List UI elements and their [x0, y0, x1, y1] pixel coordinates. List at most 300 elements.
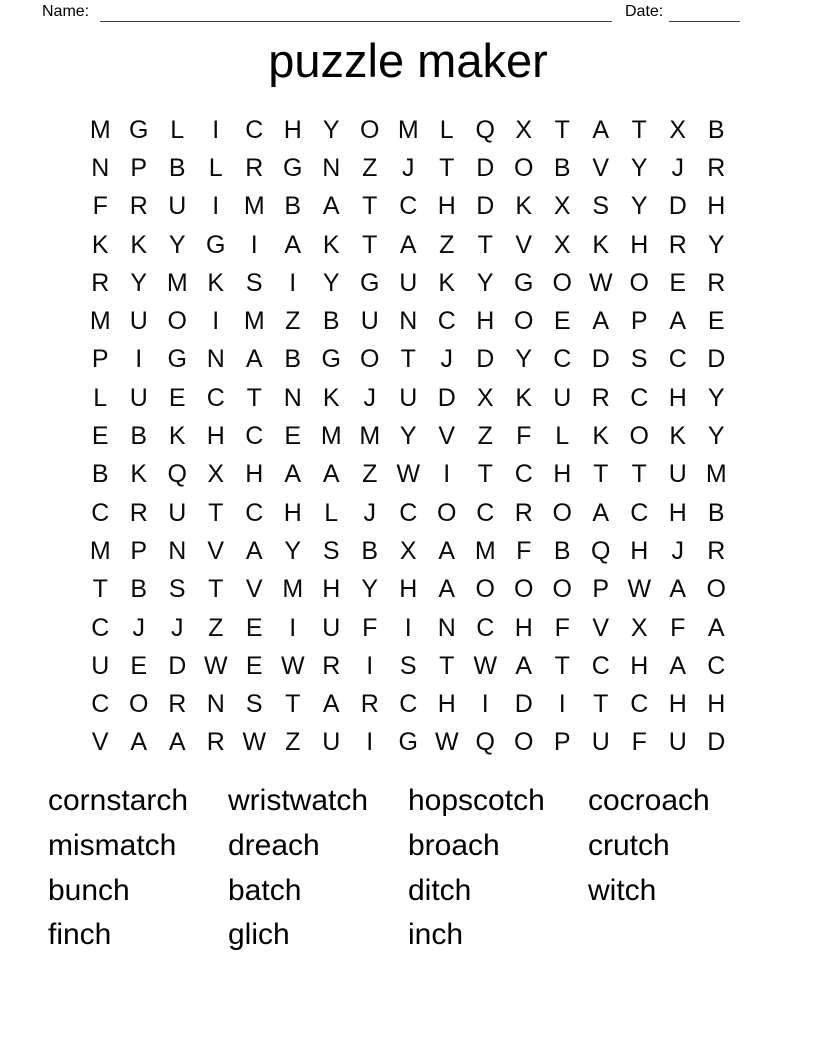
grid-cell-r7c4: N [206, 345, 225, 374]
grid-cell-r1c14: A [592, 115, 610, 144]
grid-cell-r17c11: Q [475, 728, 495, 757]
grid-cell-r8c10: D [437, 383, 456, 412]
grid-cell-r8c12: K [515, 383, 533, 412]
grid-cell-r13c15: W [627, 575, 652, 604]
grid-cell-r4c9: A [399, 230, 417, 259]
grid-cell-r13c6: M [282, 575, 304, 604]
grid-cell-r13c7: H [322, 575, 341, 604]
grid-cell-r15c8: I [366, 651, 374, 680]
grid-cell-r5c12: G [514, 268, 534, 297]
grid-cell-r5c13: O [552, 268, 572, 297]
grid-cell-r11c12: R [514, 498, 533, 527]
grid-cell-r14c11: C [476, 613, 495, 642]
grid-cell-r12c16: J [671, 536, 684, 565]
grid-cell-r17c7: U [322, 728, 341, 757]
grid-cell-r6c11: H [476, 307, 495, 336]
grid-cell-r13c16: A [669, 575, 687, 604]
grid-cell-r8c5: T [246, 383, 262, 412]
grid-cell-r6c4: I [212, 307, 220, 336]
grid-cell-r2c16: J [671, 153, 684, 182]
grid-cell-r9c16: K [669, 422, 687, 451]
grid-cell-r4c5: I [250, 230, 258, 259]
grid-cell-r7c9: T [400, 345, 416, 374]
grid-cell-r9c17: Y [707, 422, 725, 451]
grid-cell-r14c5: E [245, 613, 263, 642]
grid-cell-r15c10: T [439, 651, 455, 680]
grid-cell-r1c13: T [554, 115, 570, 144]
grid-cell-r6c2: U [129, 307, 148, 336]
grid-cell-r6c9: N [399, 307, 418, 336]
grid-cell-r8c3: E [168, 383, 186, 412]
grid-cell-r14c8: F [362, 613, 378, 642]
grid-cell-r7c16: C [668, 345, 687, 374]
grid-cell-r11c14: A [592, 498, 610, 527]
grid-cell-r3c5: M [243, 192, 265, 221]
grid-cell-r15c1: U [91, 651, 110, 680]
grid-cell-r11c13: O [552, 498, 572, 527]
grid-cell-r1c9: M [397, 115, 419, 144]
grid-cell-r16c8: R [360, 690, 379, 719]
grid-cell-r1c6: H [283, 115, 302, 144]
grid-cell-r14c14: V [592, 613, 610, 642]
grid-cell-r14c13: F [554, 613, 570, 642]
grid-cell-r9c2: B [130, 422, 148, 451]
grid-cell-r17c12: O [514, 728, 534, 757]
grid-cell-r7c1: P [91, 345, 109, 374]
grid-cell-r4c6: A [284, 230, 302, 259]
grid-cell-r2c12: O [514, 153, 534, 182]
grid-cell-r14c1: C [91, 613, 110, 642]
grid-cell-r15c13: T [554, 651, 570, 680]
grid-cell-r16c3: R [168, 690, 187, 719]
grid-cell-r3c15: Y [630, 192, 648, 221]
grid-cell-r3c2: R [129, 192, 148, 221]
grid-cell-r10c11: T [477, 460, 493, 489]
word-item: finch [48, 918, 112, 952]
grid-cell-r10c13: H [553, 460, 572, 489]
grid-cell-r16c12: D [514, 690, 533, 719]
grid-cell-r16c10: H [437, 690, 456, 719]
grid-cell-r12c14: Q [591, 536, 611, 565]
grid-cell-r1c4: I [212, 115, 220, 144]
grid-cell-r5c17: R [707, 268, 726, 297]
word-item: dreach [228, 829, 320, 863]
grid-cell-r10c3: Q [167, 460, 187, 489]
grid-cell-r17c10: W [434, 728, 459, 757]
grid-cell-r15c15: H [630, 651, 649, 680]
grid-cell-r3c14: S [592, 192, 610, 221]
grid-cell-r9c4: H [206, 422, 225, 451]
grid-cell-r13c11: O [475, 575, 495, 604]
grid-cell-r1c1: M [89, 115, 111, 144]
grid-cell-r16c5: S [245, 690, 263, 719]
grid-cell-r2c7: N [322, 153, 341, 182]
grid-cell-r7c12: Y [515, 345, 533, 374]
grid-cell-r14c6: I [289, 613, 297, 642]
word-item: glich [228, 918, 290, 952]
grid-cell-r5c11: Y [476, 268, 494, 297]
word-item: cocroach [588, 784, 710, 818]
grid-cell-r15c11: W [473, 651, 498, 680]
grid-cell-r10c1: B [91, 460, 109, 489]
word-item: broach [408, 829, 500, 863]
grid-cell-r8c7: K [322, 383, 340, 412]
grid-cell-r9c5: C [245, 422, 264, 451]
grid-cell-r16c17: H [707, 690, 726, 719]
grid-cell-r7c17: D [707, 345, 726, 374]
grid-cell-r11c6: H [283, 498, 302, 527]
grid-cell-r3c1: F [92, 192, 108, 221]
grid-cell-r8c11: X [476, 383, 494, 412]
grid-cell-r11c1: C [91, 498, 110, 527]
grid-cell-r12c12: F [516, 536, 532, 565]
grid-cell-r3c9: C [399, 192, 418, 221]
grid-cell-r10c4: X [207, 460, 225, 489]
grid-cell-r8c17: Y [707, 383, 725, 412]
grid-cell-r5c3: M [166, 268, 188, 297]
grid-cell-r16c6: T [285, 690, 301, 719]
name-blank-line [100, 6, 612, 22]
grid-cell-r2c6: G [283, 153, 303, 182]
grid-cell-r12c10: A [438, 536, 456, 565]
grid-cell-r4c2: K [130, 230, 148, 259]
grid-cell-r8c2: U [129, 383, 148, 412]
grid-cell-r13c10: A [438, 575, 456, 604]
grid-cell-r3c8: T [362, 192, 378, 221]
grid-cell-r5c5: S [245, 268, 263, 297]
grid-cell-r3c11: D [476, 192, 495, 221]
grid-cell-r8c6: N [283, 383, 302, 412]
grid-cell-r6c10: C [437, 307, 456, 336]
grid-cell-r12c15: H [630, 536, 649, 565]
grid-cell-r4c15: H [630, 230, 649, 259]
grid-cell-r3c3: U [168, 192, 187, 221]
grid-cell-r5c6: I [289, 268, 297, 297]
grid-cell-r14c12: H [514, 613, 533, 642]
grid-cell-r12c7: S [322, 536, 340, 565]
grid-cell-r6c8: U [360, 307, 379, 336]
grid-cell-r16c7: A [322, 690, 340, 719]
grid-cell-r15c4: W [203, 651, 228, 680]
grid-cell-r13c4: T [208, 575, 224, 604]
grid-cell-r13c9: H [399, 575, 418, 604]
grid-cell-r5c1: R [91, 268, 110, 297]
grid-cell-r14c9: I [404, 613, 412, 642]
grid-cell-r3c17: H [707, 192, 726, 221]
grid-cell-r8c16: H [668, 383, 687, 412]
grid-cell-r2c14: V [592, 153, 610, 182]
grid-cell-r7c2: I [135, 345, 143, 374]
grid-cell-r2c17: R [707, 153, 726, 182]
grid-cell-r16c15: C [630, 690, 649, 719]
page-title: puzzle maker [268, 34, 548, 87]
grid-cell-r15c5: E [245, 651, 263, 680]
grid-cell-r11c5: C [245, 498, 264, 527]
grid-cell-r7c6: B [284, 345, 302, 374]
word-item: inch [408, 918, 464, 952]
grid-cell-r5c10: K [438, 268, 456, 297]
grid-cell-r5c2: Y [130, 268, 148, 297]
grid-cell-r5c8: G [360, 268, 380, 297]
grid-cell-r2c4: L [208, 153, 223, 182]
grid-cell-r11c10: O [437, 498, 457, 527]
grid-cell-r2c10: T [439, 153, 455, 182]
grid-cell-r9c14: K [592, 422, 610, 451]
grid-cell-r1c5: C [245, 115, 264, 144]
grid-cell-r1c16: X [669, 115, 687, 144]
grid-cell-r10c12: C [514, 460, 533, 489]
word-item: wristwatch [228, 784, 369, 818]
grid-cell-r9c13: L [555, 422, 570, 451]
grid-cell-r10c7: A [322, 460, 340, 489]
grid-cell-r8c14: R [591, 383, 610, 412]
grid-cell-r2c3: B [168, 153, 186, 182]
grid-cell-r5c7: Y [322, 268, 340, 297]
grid-cell-r14c16: F [670, 613, 686, 642]
date-label: Date: [625, 3, 664, 20]
grid-cell-r4c1: K [91, 230, 109, 259]
grid-cell-r6c15: P [630, 307, 648, 336]
grid-cell-r12c8: B [361, 536, 379, 565]
word-item: crutch [588, 829, 670, 863]
grid-cell-r17c4: R [206, 728, 225, 757]
grid-cell-r12c13: B [553, 536, 571, 565]
grid-cell-r15c12: A [515, 651, 533, 680]
grid-cell-r5c14: W [588, 268, 613, 297]
grid-cell-r15c14: C [591, 651, 610, 680]
grid-cell-r10c2: K [130, 460, 148, 489]
grid-cell-r13c14: P [592, 575, 610, 604]
grid-cell-r10c6: A [284, 460, 302, 489]
grid-cell-r7c8: O [360, 345, 380, 374]
grid-cell-r9c15: O [629, 422, 649, 451]
grid-cell-r1c11: Q [475, 115, 495, 144]
grid-cell-r6c3: O [167, 307, 187, 336]
grid-cell-r16c4: N [206, 690, 225, 719]
grid-cell-r6c17: E [707, 307, 725, 336]
grid-cell-r7c15: S [630, 345, 648, 374]
grid-cell-r3c7: A [322, 192, 340, 221]
grid-cell-r12c3: N [168, 536, 187, 565]
grid-cell-r16c2: O [129, 690, 149, 719]
grid-cell-r8c13: U [553, 383, 572, 412]
grid-cell-r4c12: V [515, 230, 533, 259]
grid-cell-r9c10: V [438, 422, 456, 451]
grid-cell-r1c3: L [170, 115, 185, 144]
word-item: cornstarch [48, 784, 189, 818]
grid-cell-r2c9: J [402, 153, 415, 182]
grid-cell-r15c17: C [707, 651, 726, 680]
grid-cell-r10c9: W [396, 460, 421, 489]
grid-cell-r2c2: P [130, 153, 148, 182]
grid-cell-r7c3: G [167, 345, 187, 374]
grid-cell-r4c17: Y [707, 230, 725, 259]
grid-cell-r10c16: U [668, 460, 687, 489]
grid-cell-r2c11: D [476, 153, 495, 182]
grid-cell-r11c16: H [668, 498, 687, 527]
grid-cell-r10c14: T [593, 460, 609, 489]
grid-cell-r7c7: G [321, 345, 341, 374]
grid-cell-r8c1: L [93, 383, 108, 412]
grid-cell-r15c3: D [168, 651, 187, 680]
grid-cell-r9c1: E [91, 422, 109, 451]
grid-cell-r16c11: I [481, 690, 489, 719]
grid-cell-r14c3: J [171, 613, 184, 642]
grid-cell-r9c11: Z [477, 422, 493, 451]
grid-cell-r7c10: J [440, 345, 453, 374]
grid-cell-r6c12: O [514, 307, 534, 336]
grid-cell-r1c2: G [129, 115, 149, 144]
grid-cell-r6c6: Z [285, 307, 301, 336]
grid-cell-r6c14: A [592, 307, 610, 336]
grid-cell-r4c4: G [206, 230, 226, 259]
grid-cell-r14c15: X [630, 613, 648, 642]
grid-cell-r6c7: B [322, 307, 340, 336]
grid-cell-r15c7: R [322, 651, 341, 680]
grid-cell-r3c6: B [284, 192, 302, 221]
grid-cell-r1c12: X [515, 115, 533, 144]
grid-cell-r17c14: U [591, 728, 610, 757]
grid-cell-r12c6: Y [284, 536, 302, 565]
grid-cell-r14c17: A [707, 613, 725, 642]
grid-cell-r17c13: P [553, 728, 571, 757]
grid-cell-r12c4: V [207, 536, 225, 565]
grid-cell-r13c17: O [706, 575, 726, 604]
grid-cell-r17c5: W [242, 728, 267, 757]
grid-cell-r12c2: P [130, 536, 148, 565]
word-item: hopscotch [408, 784, 545, 818]
grid-cell-r11c15: C [630, 498, 649, 527]
grid-cell-r9c6: E [284, 422, 302, 451]
grid-cell-r9c7: M [320, 422, 342, 451]
grid-cell-r15c9: S [399, 651, 417, 680]
grid-cell-r15c6: W [280, 651, 305, 680]
grid-cell-r12c11: M [474, 536, 496, 565]
grid-cell-r12c1: M [89, 536, 111, 565]
grid-cell-r9c3: K [168, 422, 186, 451]
grid-cell-r3c16: D [668, 192, 687, 221]
grid-cell-r4c3: Y [168, 230, 186, 259]
word-item: ditch [408, 873, 472, 907]
grid-cell-r14c4: Z [208, 613, 224, 642]
grid-cell-r16c1: C [91, 690, 110, 719]
grid-cell-r3c10: H [437, 192, 456, 221]
grid-cell-r17c17: D [707, 728, 726, 757]
grid-cell-r14c10: N [437, 613, 456, 642]
grid-cell-r2c1: N [91, 153, 110, 182]
grid-cell-r16c9: C [399, 690, 418, 719]
grid-cell-r11c8: J [363, 498, 376, 527]
grid-cell-r14c7: U [322, 613, 341, 642]
grid-cell-r3c13: X [553, 192, 571, 221]
grid-cell-r13c3: S [168, 575, 186, 604]
date-blank-line [669, 6, 740, 22]
grid-cell-r4c16: R [668, 230, 687, 259]
grid-cell-r1c8: O [360, 115, 380, 144]
grid-cell-r2c13: B [553, 153, 571, 182]
grid-cell-r17c15: F [631, 728, 647, 757]
grid-cell-r13c12: O [514, 575, 534, 604]
grid-cell-r11c2: R [129, 498, 148, 527]
grid-cell-r11c17: B [707, 498, 725, 527]
grid-cell-r6c1: M [89, 307, 111, 336]
grid-cell-r17c2: A [130, 728, 148, 757]
grid-cell-r8c8: J [363, 383, 376, 412]
grid-cell-r15c2: E [130, 651, 148, 680]
grid-cell-r12c9: X [399, 536, 417, 565]
grid-cell-r17c3: A [168, 728, 186, 757]
grid-cell-r8c15: C [630, 383, 649, 412]
grid-cell-r11c7: L [324, 498, 339, 527]
grid-cell-r7c11: D [476, 345, 495, 374]
grid-cell-r13c2: B [130, 575, 148, 604]
grid-cell-r8c9: U [399, 383, 418, 412]
grid-cell-r2c8: Z [362, 153, 378, 182]
grid-cell-r10c17: M [705, 460, 727, 489]
word-item: batch [228, 873, 302, 907]
grid-cell-r11c9: C [399, 498, 418, 527]
grid-cell-r17c9: G [398, 728, 418, 757]
grid-cell-r11c11: C [476, 498, 495, 527]
grid-cell-r2c5: R [245, 153, 264, 182]
grid-cell-r9c12: F [516, 422, 532, 451]
grid-cell-r10c8: Z [362, 460, 378, 489]
grid-cell-r1c15: T [631, 115, 647, 144]
grid-cell-r17c16: U [668, 728, 687, 757]
grid-cell-r6c16: A [669, 307, 687, 336]
grid-cell-r3c12: K [515, 192, 533, 221]
grid-cell-r7c13: C [553, 345, 572, 374]
grid-cell-r9c9: Y [399, 422, 417, 451]
word-item: bunch [48, 873, 130, 907]
grid-cell-r4c11: T [477, 230, 493, 259]
grid-cell-r5c9: U [399, 268, 418, 297]
grid-cell-r11c3: U [168, 498, 187, 527]
grid-cell-r16c13: I [558, 690, 566, 719]
grid-cell-r13c13: O [552, 575, 572, 604]
grid-cell-r15c16: A [669, 651, 687, 680]
word-item: witch [588, 873, 657, 907]
grid-cell-r13c1: T [92, 575, 108, 604]
grid-cell-r17c6: Z [285, 728, 301, 757]
grid-cell-r17c1: V [91, 728, 109, 757]
grid-cell-r1c7: Y [322, 115, 340, 144]
grid-cell-r4c8: T [362, 230, 378, 259]
grid-cell-r10c10: I [443, 460, 451, 489]
grid-cell-r1c17: B [707, 115, 725, 144]
grid-cell-r10c15: T [631, 460, 647, 489]
grid-cell-r13c8: Y [361, 575, 379, 604]
grid-cell-r12c5: A [245, 536, 263, 565]
name-label: Name: [42, 3, 90, 20]
grid-cell-r11c4: T [208, 498, 224, 527]
grid-cell-r3c4: I [212, 192, 220, 221]
grid-cell-r4c10: Z [439, 230, 455, 259]
grid-cell-r1c10: L [439, 115, 454, 144]
word-list [48, 779, 768, 958]
grid-cell-r5c4: K [207, 268, 225, 297]
grid-cell-r4c7: K [322, 230, 340, 259]
grid-cell-r5c15: O [629, 268, 649, 297]
grid-cell-r6c5: M [243, 307, 265, 336]
grid-cell-r10c5: H [245, 460, 264, 489]
grid-cell-r12c17: R [707, 536, 726, 565]
word-search-grid [81, 111, 736, 762]
grid-cell-r7c14: D [591, 345, 610, 374]
grid-cell-r13c5: V [245, 575, 263, 604]
grid-cell-r2c15: Y [630, 153, 648, 182]
grid-cell-r16c16: H [668, 690, 687, 719]
